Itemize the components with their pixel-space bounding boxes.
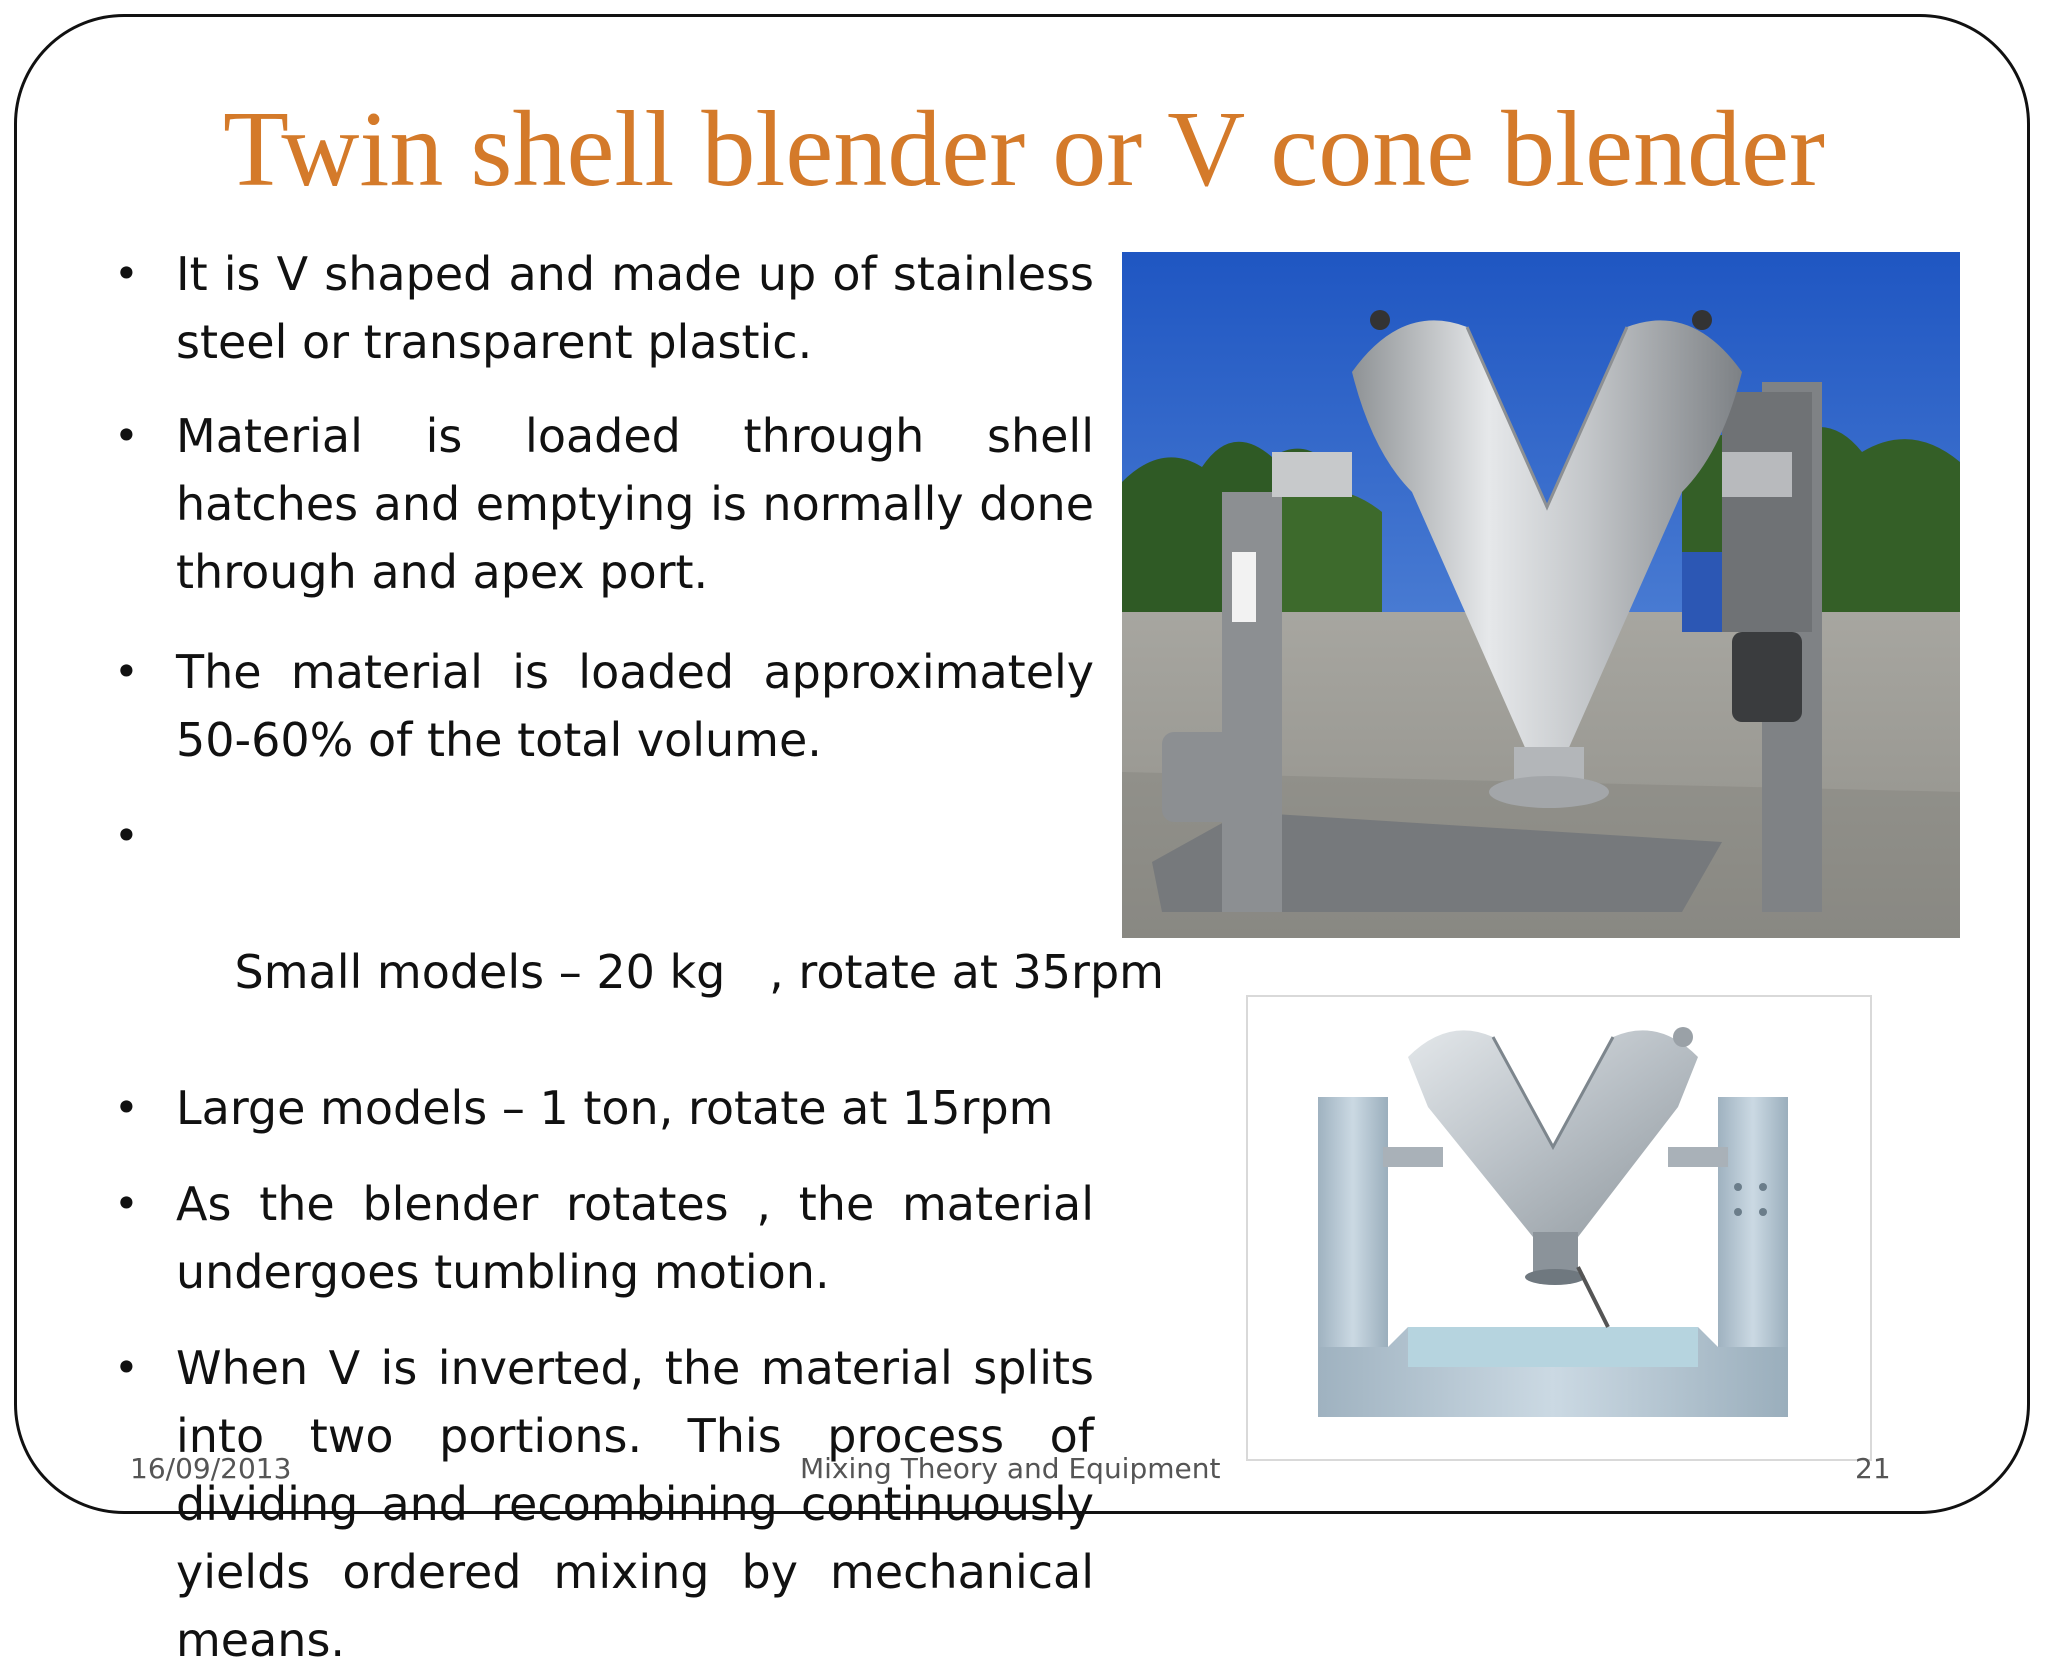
slide-title: Twin shell blender or V cone blender — [222, 90, 1826, 209]
bullet-dot: • — [114, 647, 139, 696]
bullet-text: As the blender rotates , the material undergoes tumbling motion. — [176, 1177, 1094, 1299]
bullet-dot: • — [114, 411, 139, 460]
v-blender-drawing-icon — [1248, 997, 1870, 1459]
bullet-text: The material is loaded approximately 50-60% of the total volume. — [176, 645, 1094, 767]
bullet-item — [104, 638, 1094, 774]
v-blender-photo — [1122, 252, 1960, 938]
footer-title — [800, 1455, 1220, 1467]
bullet-dot: • — [114, 1343, 139, 1392]
bullet-item — [104, 402, 1094, 606]
bullet-text: It is V shaped and made up of stainless steel or transparent plastic. — [176, 247, 1094, 369]
bullet-item — [104, 1074, 1094, 1142]
v-blender-photo-icon — [1122, 252, 1960, 938]
bullet-item — [104, 1334, 1094, 1674]
bullet-item — [104, 240, 1094, 376]
v-blender-drawing — [1246, 995, 1872, 1461]
bullet-dot: • — [114, 811, 139, 860]
bullet-dot: • — [114, 1179, 139, 1228]
bullet-item — [104, 802, 1164, 1074]
bullet-text: When V is inverted, the material splits into two portions. This process of dividing and recombining continuously yields ordered mixing by mechanical means. — [176, 1341, 1094, 1667]
bullet-dot: • — [114, 1083, 139, 1132]
footer-page-number — [1855, 1455, 1891, 1467]
bullet-text: Large models – 1 ton, rotate at 15rpm — [176, 1081, 1054, 1135]
bullet-text: Material is loaded through shell hatches and emptying is normally done through and apex port. — [176, 409, 1094, 599]
bullet-item — [104, 1170, 1094, 1306]
footer-date — [130, 1455, 291, 1467]
bullet-text: Small models – 20 kg , rotate at 35rpm — [234, 945, 1164, 999]
bullet-dot: • — [114, 249, 139, 298]
